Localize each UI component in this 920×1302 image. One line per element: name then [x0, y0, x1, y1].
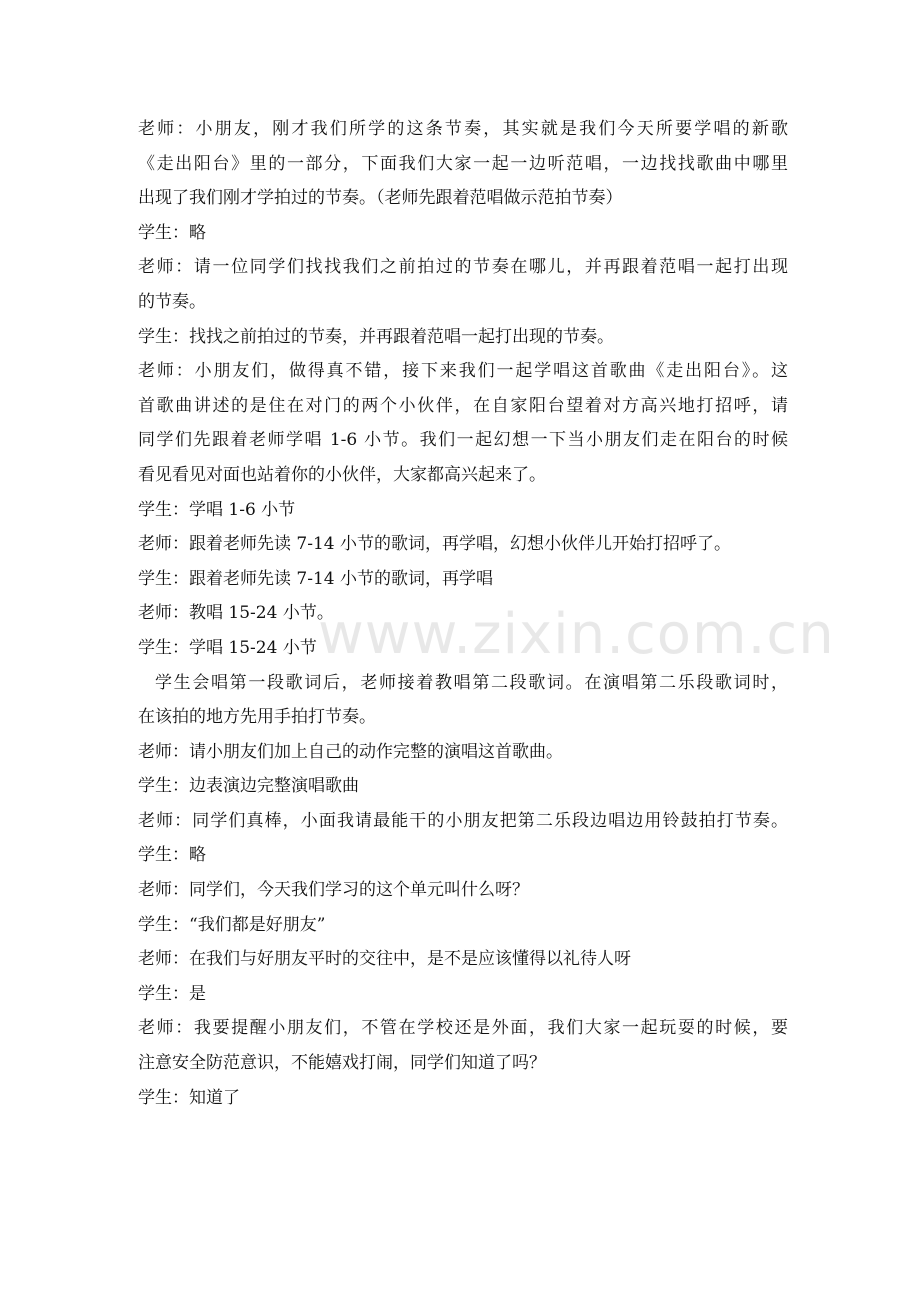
text-line: 老师：我要提醒小朋友们，不管在学校还是外面，我们大家一起玩耍的时候，要 — [138, 1018, 788, 1039]
text-line: 在该拍的地方先用手拍打节奏。 — [138, 707, 376, 728]
text-line: 老师：请一位同学们找找我们之前拍过的节奏在哪儿，并再跟着范唱一起打出现 — [138, 257, 788, 278]
text-line: 看见看见对面也站着你的小伙伴，大家都高兴起来了。 — [138, 464, 546, 485]
text-line: 学生：是 — [138, 983, 206, 1004]
text-line: 学生：略 — [138, 222, 206, 243]
text-line: 同学们先跟着老师学唱 1-6 小节。我们一起幻想一下当小朋友们走在阳台的时候 — [138, 430, 788, 451]
text-line: 注意安全防范意识，不能嬉戏打闹，同学们知道了吗？ — [138, 1053, 546, 1074]
text-line: 老师：小朋友，刚才我们所学的这条节奏，其实就是我们今天所要学唱的新歌 — [138, 119, 788, 139]
text-line: 老师：教唱 15-24 小节。 — [138, 603, 334, 624]
text-line: 学生：略 — [138, 845, 206, 866]
text-line: 《走出阳台》里的一部分，下面我们大家一起一边听范唱，一边找找歌曲中哪里 — [138, 153, 788, 174]
text-line: 学生会唱第一段歌词后，老师接着教唱第二段歌词。在演唱第二乐段歌词时， — [155, 672, 788, 693]
text-line: 学生：找找之前拍过的节奏，并再跟着范唱一起打出现的节奏。 — [138, 326, 614, 347]
text-line: 学生：学唱 1-6 小节 — [138, 499, 296, 520]
text-line: 学生：边表演边完整演唱歌曲 — [138, 776, 359, 797]
watermark: www.zixin.com.cn — [318, 602, 835, 667]
text-line: 的节奏。 — [138, 291, 206, 312]
text-line: 老师：请小朋友们加上自己的动作完整的演唱这首歌曲。 — [138, 741, 563, 762]
text-line: 出现了我们刚才学拍过的节奏。（老师先跟着范唱做示范拍节奏） — [138, 188, 623, 209]
text-line: 老师：小朋友们，做得真不错，接下来我们一起学唱这首歌曲《走出阳台》。这 — [138, 361, 788, 382]
text-line: 学生：学唱 15-24 小节 — [138, 637, 317, 658]
text-line: 老师：同学们真棒，小面我请最能干的小朋友把第二乐段边唱边用铃鼓拍打节奏。 — [138, 810, 788, 831]
text-line: 首歌曲讲述的是住在对门的两个小伙伴，在自家阳台望着对方高兴地打招呼，请 — [138, 395, 788, 416]
text-line: 老师：同学们，今天我们学习的这个单元叫什么呀？ — [138, 880, 529, 901]
text-line: 学生：跟着老师先读 7-14 小节的歌词，再学唱 — [138, 568, 493, 589]
text-line: 老师：跟着老师先读 7-14 小节的歌词，再学唱，幻想小伙伴儿开始打招呼了。 — [138, 534, 731, 555]
text-line: 老师：在我们与好朋友平时的交往中，是不是应该懂得以礼待人呀 — [138, 949, 631, 970]
text-line: 学生：知道了 — [138, 1087, 240, 1108]
text-line: 学生：“我们都是好朋友” — [138, 914, 326, 935]
